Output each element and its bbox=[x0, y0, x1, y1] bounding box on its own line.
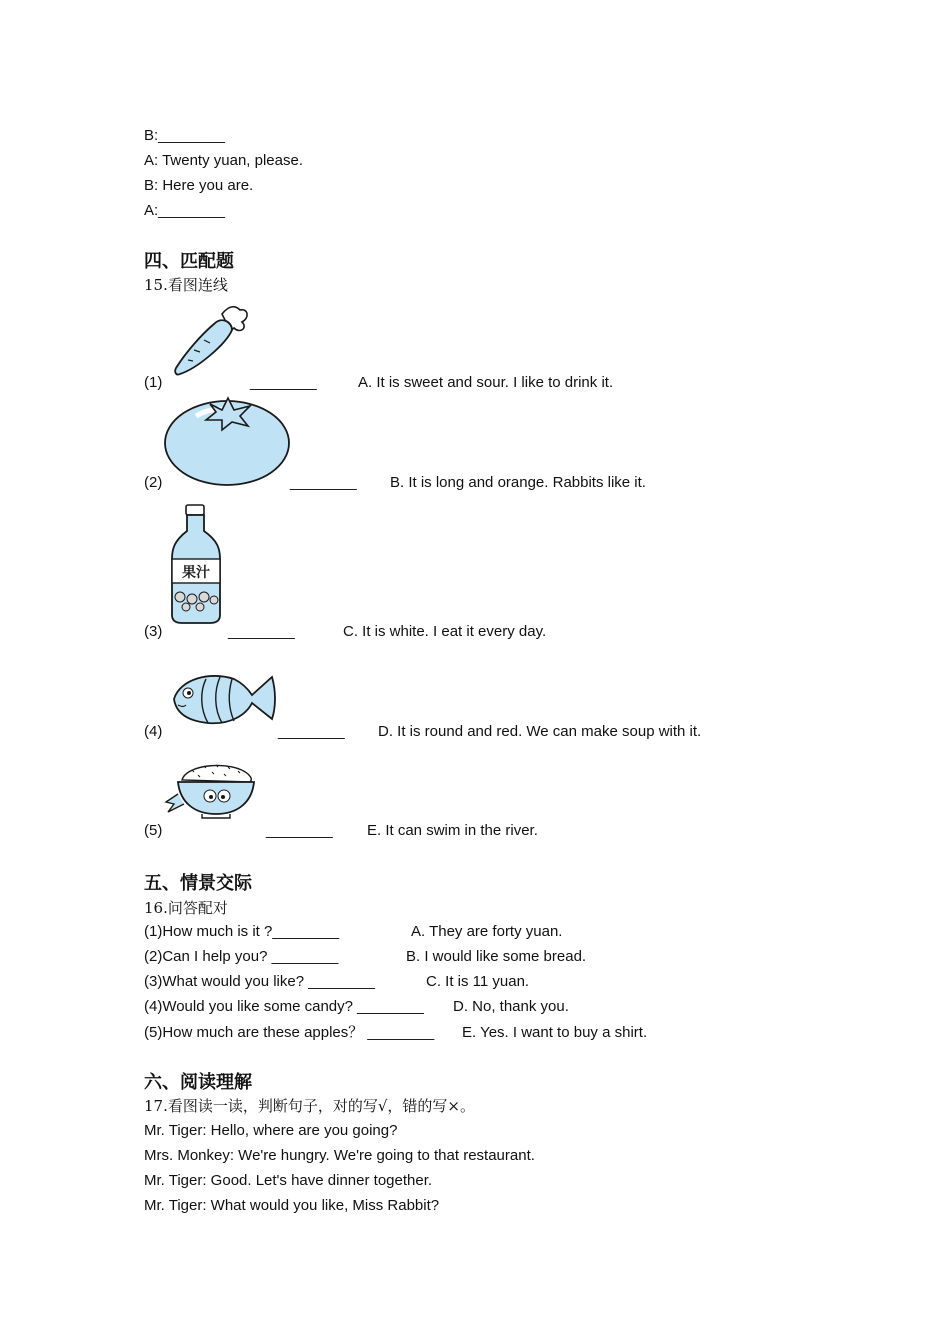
pair-question-4: (4)Would you like some candy? ________ bbox=[144, 998, 424, 1015]
item-2-blank[interactable]: ________ bbox=[290, 474, 357, 491]
reading-line-4: Mr. Tiger: What would you like, Miss Rabbit? bbox=[144, 1197, 440, 1214]
option-d: D. It is round and red. We can make soup with it. bbox=[378, 723, 702, 740]
reading-line-1: Mr. Tiger: Hello, where are you going? bbox=[144, 1122, 398, 1139]
question-16-label: 16.问答配对 bbox=[144, 899, 228, 917]
question-15-label: 15.看图连线 bbox=[144, 276, 228, 294]
item-4-number: (4) bbox=[144, 723, 163, 740]
juice-bottle-icon bbox=[166, 503, 226, 625]
item-1-number: (1) bbox=[144, 374, 163, 391]
question-17-label: 17.看图读一读，判断句子，对的写√，错的写×。 bbox=[144, 1097, 475, 1115]
item-3-blank[interactable]: ________ bbox=[228, 623, 295, 640]
option-a: A. It is sweet and sour. I like to drink it. bbox=[358, 374, 614, 391]
item-1-blank[interactable]: ________ bbox=[250, 374, 317, 391]
option-e: E. It can swim in the river. bbox=[367, 822, 538, 839]
pair-question-3: (3)What would you like? ________ bbox=[144, 973, 375, 990]
item-3-number: (3) bbox=[144, 623, 163, 640]
option-b: B. It is long and orange. Rabbits like it. bbox=[390, 474, 646, 491]
section-4-title: 四、匹配题 bbox=[144, 251, 234, 272]
pair-answer-a: A. They are forty yuan. bbox=[411, 923, 563, 940]
pair-answer-e: E. Yes. I want to buy a shirt. bbox=[462, 1024, 648, 1041]
reading-line-3: Mr. Tiger: Good. Let's have dinner together. bbox=[144, 1172, 433, 1189]
tomato-icon bbox=[162, 396, 292, 490]
dialog-line-4: A:________ bbox=[144, 202, 225, 219]
item-2-number: (2) bbox=[144, 474, 163, 491]
item-5-number: (5) bbox=[144, 822, 163, 839]
section-5-title: 五、情景交际 bbox=[144, 873, 252, 894]
pair-answer-d: D. No, thank you. bbox=[453, 998, 569, 1015]
reading-line-2: Mrs. Monkey: We're hungry. We're going to that restaurant. bbox=[144, 1147, 535, 1164]
pair-answer-c: C. It is 11 yuan. bbox=[426, 973, 530, 990]
section-6-title: 六、阅读理解 bbox=[144, 1072, 252, 1093]
dialog-line-1: B:________ bbox=[144, 127, 225, 144]
bottle-label: 果汁 bbox=[182, 565, 210, 581]
rice-bowl-icon bbox=[162, 758, 262, 820]
pair-question-2: (2)Can I help you? ________ bbox=[144, 948, 339, 965]
carrot-icon bbox=[170, 300, 250, 378]
item-5-blank[interactable]: ________ bbox=[266, 822, 333, 839]
pair-question-5: (5)How much are these apples？ ________ bbox=[144, 1024, 435, 1041]
dialog-line-3: B: Here you are. bbox=[144, 177, 254, 194]
fish-icon bbox=[170, 667, 278, 729]
pair-answer-b: B. I would like some bread. bbox=[406, 948, 587, 965]
dialog-line-2: A: Twenty yuan, please. bbox=[144, 152, 303, 169]
pair-question-1: (1)How much is it ?________ bbox=[144, 923, 340, 940]
option-c: C. It is white. I eat it every day. bbox=[343, 623, 547, 640]
item-4-blank[interactable]: ________ bbox=[278, 723, 345, 740]
